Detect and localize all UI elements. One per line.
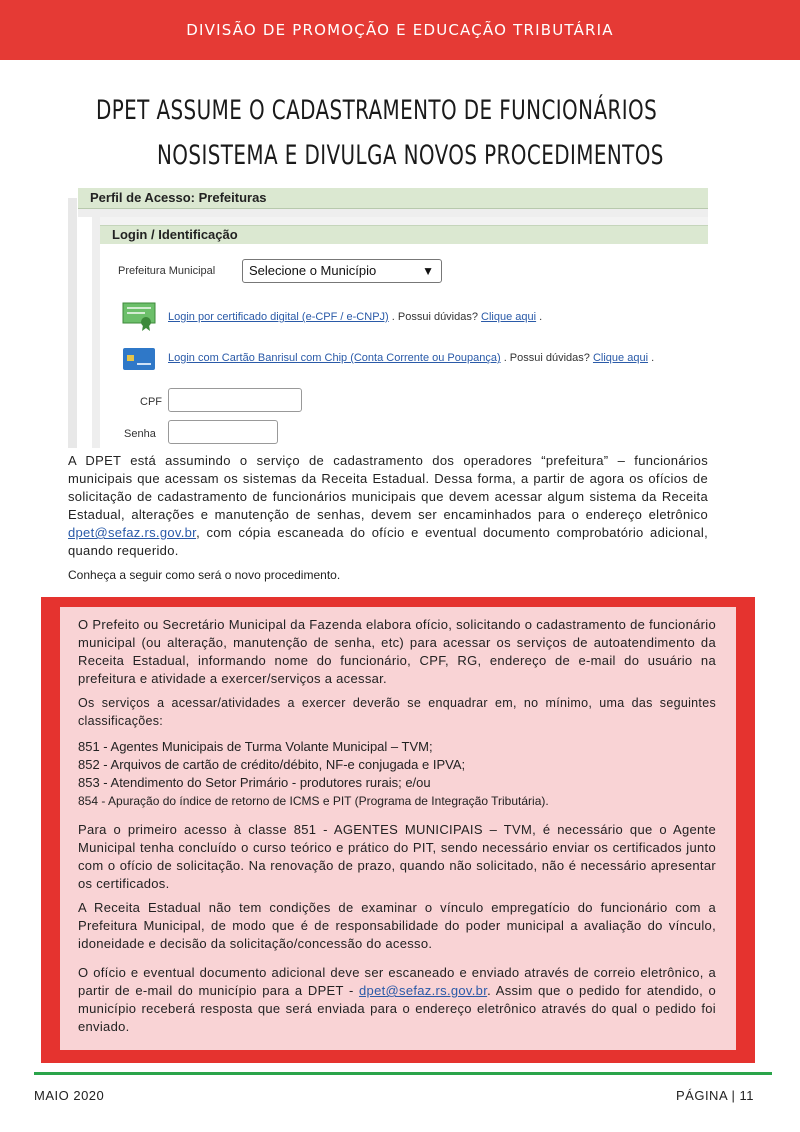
card-help-link[interactable]: Clique aqui [592,352,649,364]
senha-input[interactable] [168,420,278,444]
list-item: 853 - Atendimento do Setor Primário - produtores rurais; e/ou [78,775,431,790]
municipio-select[interactable] [242,259,442,283]
panel-strip [68,198,77,448]
certificate-icon [122,301,156,331]
panel-inner-strip [78,209,708,217]
footer-divider [34,1072,772,1075]
cert-login-row [168,311,542,323]
header-band [0,0,800,60]
box-email-link[interactable]: dpet@sefaz.rs.gov.br [359,983,488,998]
cert-help-link[interactable]: Clique aqui [481,311,537,323]
box-paragraph-5 [78,964,716,1036]
chevron-down-icon: ▼ [422,264,434,278]
profile-header [78,188,708,209]
sub-strip [92,216,100,448]
main-paragraph [68,452,708,560]
footer-page-number: PÁGINA | 11 [675,1088,754,1103]
card-icon [122,347,156,371]
municipio-select-value: Selecione o Município [249,263,377,278]
classification-list [78,738,549,810]
login-header [100,225,708,244]
cert-login-link[interactable]: Login por certificado digital (e-CPF / e-CNPJ) [168,311,389,323]
box-paragraph-1: O Prefeito ou Secretário Municipal da Fazenda elabora ofício, solicitando o cadastramento de funcionário municipal (ou alteração, manutenção de senha, etc) para acessar os serviços de autoatendimento da Receita Estadual, informando nome do funcionário, CPF, RG, endereço de e-mail do usuário na prefeitura e atividade a exercer/serviços a acessar. [78,617,716,686]
box-paragraph-2: Os serviços a acessar/atividades a exercer deverão se enquadrar em, no mínimo, uma das seguintes classificações: [78,696,716,728]
list-item: 852 - Arquivos de cartão de crédito/débito, NF-e conjugada e IPVA; [78,757,466,772]
headline-line-2: NOSISTEMA E DIVULGA NOVOS PROCEDIMENTOS [157,140,664,171]
cert-help-text: . Possui dúvidas? [391,311,478,323]
footer-date: MAIO 2020 [34,1088,105,1103]
main-text-after: , com cópia escaneada do ofício e eventual documento comprobatório adicional, quando requerido. [68,525,708,558]
headline-line-1: DPET ASSUME O CADASTRAMENTO DE FUNCIONÁRIOS [96,95,658,126]
list-item: 854 - Apuração do índice de retorno de ICMS e PIT (Programa de Integração Tributária). [78,794,549,808]
list-item: 851 - Agentes Municipais de Turma Volante Municipal – TVM; [78,739,433,754]
profile-header-label: Perfil de Acesso: Prefeituras [90,190,267,205]
municipio-label: Prefeitura Municipal [118,265,216,277]
card-login-link[interactable]: Login com Cartão Banrisul com Chip (Conta Corrente ou Poupança) [168,352,501,364]
login-screenshot [68,188,708,448]
cpf-input[interactable] [168,388,302,412]
box-p5-before: O ofício e eventual documento adicional deve ser escaneado e enviado através de correio eletrônico, a partir de e-mail do município para a DPET - [78,965,716,998]
box-p5-after: . Assim que o pedido for atendido, o município receberá resposta que será enviada para o endereço eletrônico através do qual o pedido foi enviado. [78,983,717,1034]
login-header-label: Login / Identificação [112,227,238,242]
box-paragraph-3: Para o primeiro acesso à classe 851 - AGENTES MUNICIPAIS – TVM, é necessário que o Agente Municipal tenha concluído o curso teórico e prático do PIT, sendo necessário enviar os certificados junto com o ofício de solicitação. Na renovação de prazo, quando não solicitado, não é necessário apresentar os certificados. [78,822,716,891]
main-text-before: A DPET está assumindo o serviço de cadastramento dos operadores “prefeitura” – funcionários municipais que acessam os sistemas da Receita Estadual. Dessa forma, a partir de agora os ofícios de solicitação de cadastramento de funcionários municipais que devem acessar algum sistema da Receita Estadual, alterações e manutenção de senhas, devem ser encaminhados para o endereço eletrônico [68,453,708,522]
cert-end-dot: . [539,311,543,323]
card-login-row [168,352,654,364]
senha-label: Senha [124,428,156,440]
dpet-email-link[interactable]: dpet@sefaz.rs.gov.br [68,525,197,540]
sub-header-spacer [100,217,708,225]
division-title: DIVISÃO DE PROMOÇÃO E EDUCAÇÃO TRIBUTÁRIA [186,21,614,39]
card-end-dot: . [651,352,655,364]
intro-text: Conheça a seguir como será o novo procedimento. [68,568,341,582]
cpf-label: CPF [140,396,162,408]
card-help-text: . Possui dúvidas? [503,352,590,364]
box-paragraph-4: A Receita Estadual não tem condições de examinar o vínculo empregatício do funcionário com a Prefeitura Municipal, de modo que é de responsabilidade do poder municipal a avaliação do vínculo, idoneidade e decisão da solicitação/concessão do acesso. [78,900,716,951]
